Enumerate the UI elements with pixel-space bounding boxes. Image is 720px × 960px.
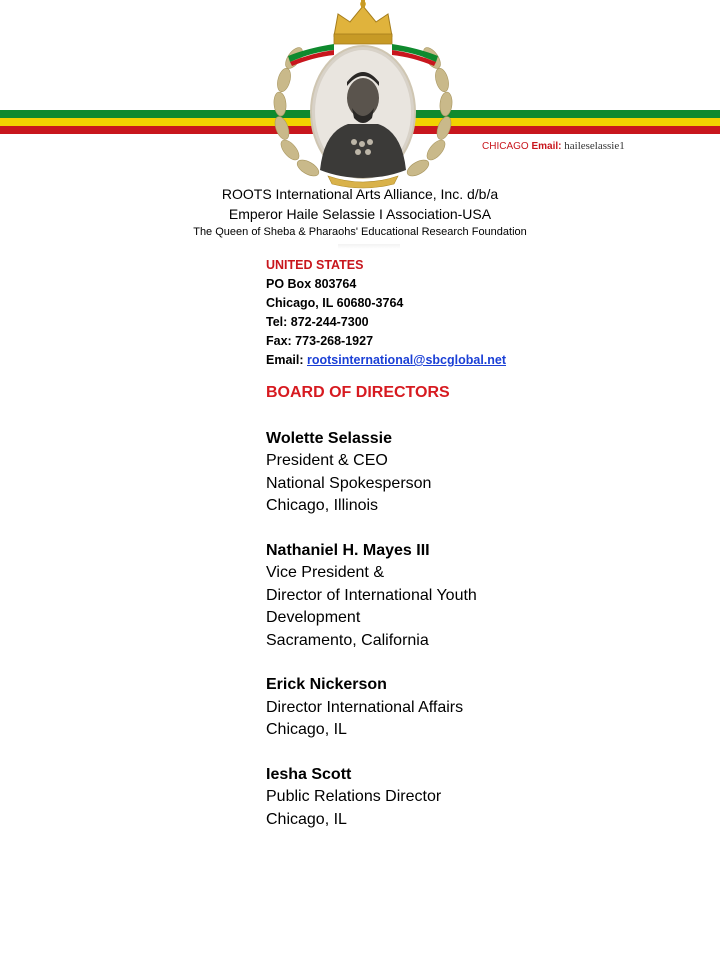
board-members-list: [266, 428, 706, 854]
board-member: [266, 428, 706, 518]
contact-email-row: [266, 351, 506, 370]
contact-tel: Tel: 872-244-7300: [266, 315, 369, 329]
member-role-cont: Development: [266, 609, 361, 627]
header-email-label: Email:: [531, 141, 562, 152]
board-title: BOARD OF DIRECTORS: [266, 384, 450, 401]
contact-email-link[interactable]: rootsinternational@sbcglobal.net: [307, 353, 507, 367]
divider: [338, 244, 400, 249]
member-location: Chicago, IL: [266, 810, 347, 828]
contact-country: UNITED STATES: [266, 258, 364, 272]
board-member: [266, 540, 706, 652]
member-title: President & CEO: [266, 452, 388, 470]
header-city: CHICAGO: [482, 141, 529, 152]
member-name: Iesha Scott: [266, 766, 352, 784]
member-name: Nathaniel H. Mayes III: [266, 542, 430, 560]
member-title: Vice President &: [266, 564, 384, 582]
board-member: [266, 674, 706, 741]
member-location: Chicago, Illinois: [266, 497, 379, 515]
member-role: Director of International Youth: [266, 586, 477, 604]
member-title: Director International Affairs: [266, 698, 464, 716]
org-name-line1: ROOTS International Arts Alliance, Inc. d/b/a: [221, 186, 499, 202]
contact-fax: Fax: 773-268-1927: [266, 334, 374, 348]
board-member: [266, 764, 706, 831]
org-name-line3: The Queen of Sheba & Pharaohs' Educational Research Foundation: [193, 226, 527, 238]
contact-email-label: Email:: [266, 353, 307, 367]
member-title: Public Relations Director: [266, 788, 442, 806]
contact-po-box: PO Box 803764: [266, 277, 357, 291]
header-email-value: haileselassie1: [564, 140, 625, 152]
member-name: Wolette Selassie: [266, 430, 392, 447]
member-name: Erick Nickerson: [266, 676, 387, 694]
member-location: Sacramento, California: [266, 631, 429, 649]
header-city-email: [482, 140, 625, 152]
contact-city-zip: Chicago, IL 60680-3764: [266, 296, 404, 310]
org-name-line2: Emperor Haile Selassie I Association-USA: [228, 206, 492, 222]
imperial-emblem-icon: [268, 0, 458, 190]
member-role: National Spokesperson: [266, 474, 432, 492]
member-location: Chicago, IL: [266, 721, 347, 739]
contact-block: [266, 256, 506, 370]
